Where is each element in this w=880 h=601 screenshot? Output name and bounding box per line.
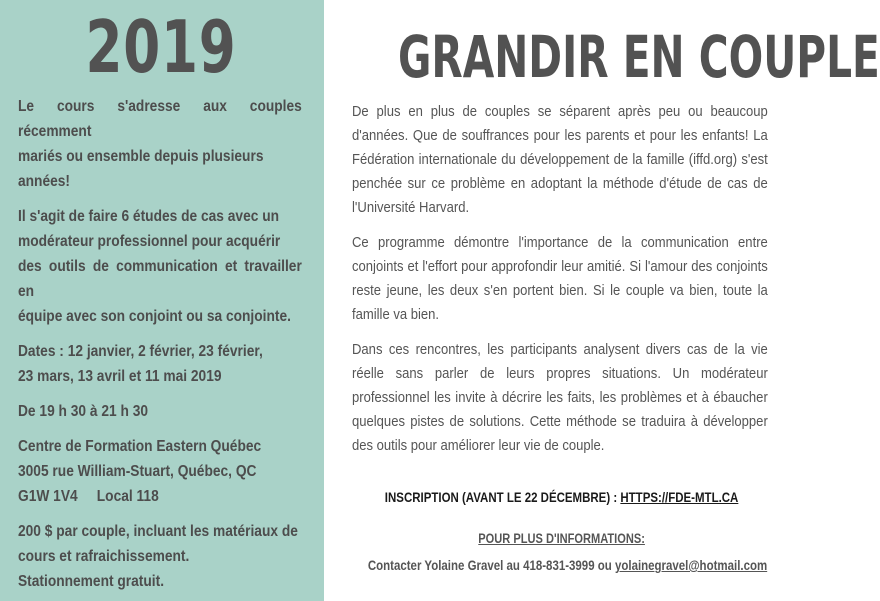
price-line: 200 $ par couple, incluant les matériaux de xyxy=(18,523,298,540)
year-heading: 2019 xyxy=(85,5,237,89)
audience-line: années! xyxy=(18,173,71,190)
time-block xyxy=(18,399,302,424)
more-info-text: POUR PLUS D'INFORMATIONS: xyxy=(478,531,646,546)
audience-line: Le cours s'adresse aux couples récemment xyxy=(18,98,302,140)
description-panel xyxy=(324,0,880,601)
dates-block xyxy=(18,339,302,389)
page-title: GRANDIR EN COUPLE xyxy=(397,23,880,91)
inscription-label: INSCRIPTION (AVANT LE 22 DÉCEMBRE) : xyxy=(385,489,618,505)
location-line: G1W 1V4 Local 118 xyxy=(18,488,159,505)
description-line: équipe avec son conjoint ou sa conjointe. xyxy=(18,308,291,325)
location-block xyxy=(18,434,302,509)
inscription-line xyxy=(324,489,800,505)
price-line: cours et rafraichissement. xyxy=(18,548,190,565)
price-block xyxy=(18,519,302,594)
description-line: Il s'agit de faire 6 études de cas avec un xyxy=(18,208,280,225)
info-panel xyxy=(0,0,324,601)
description-line: des outils de communication et travailler en xyxy=(18,258,302,300)
dates-line: Dates : 12 janvier, 2 février, 23 février, xyxy=(18,343,263,360)
program-paragraph: Ce programme démontre l'importance de la communication entre conjoints et l'effort pour approfondir leur amitié. Si l'amour des conjoints reste jeune, les deux s'en portent bien. Si le couple va bien, toute la famille va bien. xyxy=(352,235,768,323)
contact-email-link[interactable]: yolainegravel@hotmail.com xyxy=(614,557,768,573)
intro-paragraph: De plus en plus de couples se séparent après peu ou beaucoup d'années. Que de souffrances pour les parents et pour les enfants! La Fédération internationale du développement de la famille (iffd.org) s'est penchée sur ce problème en adoptant la méthode d'étude de cas de l'Université Harvard. xyxy=(352,104,768,216)
time-text: De 19 h 30 à 21 h 30 xyxy=(18,403,149,420)
contact-text: Contacter Yolaine Gravel au 418-831-3999 ou xyxy=(367,557,612,573)
method-paragraph: Dans ces rencontres, les participants analysent divers cas de la vie réelle sans parler de leurs propres situations. Un modérateur professionnel les invite à décrire les faits, les problèmes et à ébaucher quelques pistes de solutions. Cette méthode se traduira à développer des outils pour améliorer leur vie de couple. xyxy=(352,342,768,454)
description-line: modérateur professionnel pour acquérir xyxy=(18,233,281,250)
more-info-heading xyxy=(324,531,800,546)
inscription-link[interactable]: HTTPS://FDE-MTL.CA xyxy=(620,489,739,505)
audience-paragraph xyxy=(18,94,302,194)
price-line: Stationnement gratuit. xyxy=(18,573,165,590)
contact-line xyxy=(324,557,800,573)
location-line: 3005 rue William-Stuart, Québec, QC xyxy=(18,463,257,480)
audience-line: mariés ou ensemble depuis plusieurs xyxy=(18,148,264,165)
course-description xyxy=(18,204,302,329)
location-line: Centre de Formation Eastern Québec xyxy=(18,438,262,455)
dates-line: 23 mars, 13 avril et 11 mai 2019 xyxy=(18,368,222,385)
